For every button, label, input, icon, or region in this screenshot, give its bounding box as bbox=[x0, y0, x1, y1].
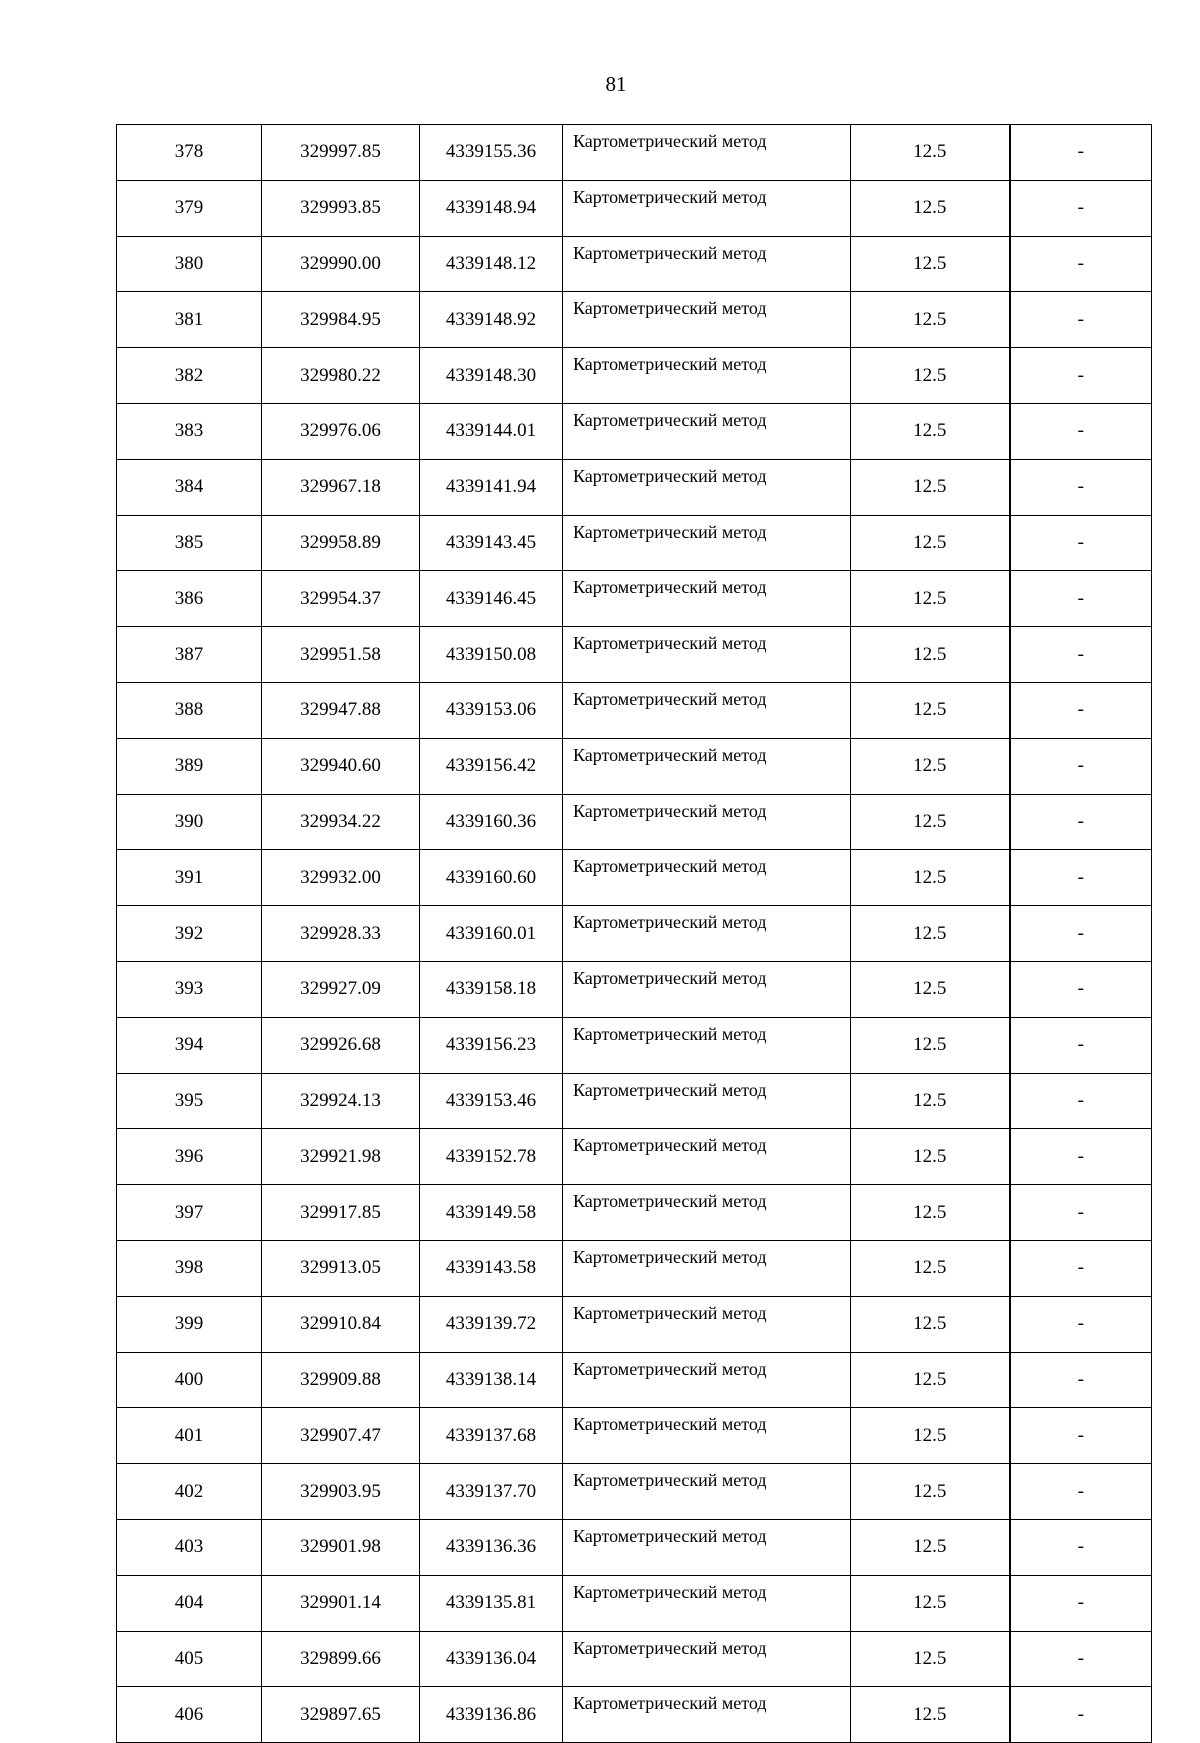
accuracy-cell: 12.5 bbox=[851, 1464, 1010, 1520]
y-coordinate-cell: 4339156.23 bbox=[420, 1017, 563, 1073]
y-coordinate-cell: 4339149.58 bbox=[420, 1185, 563, 1241]
point-number-cell: 400 bbox=[117, 1352, 262, 1408]
table-row bbox=[117, 1296, 1152, 1352]
x-coordinate-cell: 329932.00 bbox=[262, 850, 420, 906]
note-cell: - bbox=[1010, 1408, 1152, 1464]
y-coordinate-cell: 4339143.58 bbox=[420, 1240, 563, 1296]
table-row bbox=[117, 515, 1152, 571]
point-number-cell: 391 bbox=[117, 850, 262, 906]
method-cell: Картометрический метод bbox=[563, 1017, 851, 1073]
coordinates-table-body bbox=[117, 125, 1152, 1743]
note-cell: - bbox=[1010, 627, 1152, 683]
point-number-cell: 393 bbox=[117, 961, 262, 1017]
method-cell: Картометрический метод bbox=[563, 1352, 851, 1408]
page-number: 81 bbox=[605, 72, 627, 96]
point-number-cell: 404 bbox=[117, 1575, 262, 1631]
x-coordinate-cell: 329951.58 bbox=[262, 627, 420, 683]
note-cell: - bbox=[1010, 571, 1152, 627]
accuracy-cell: 12.5 bbox=[851, 1687, 1010, 1743]
point-number-cell: 378 bbox=[117, 125, 262, 181]
table-row bbox=[117, 1017, 1152, 1073]
x-coordinate-cell: 329924.13 bbox=[262, 1073, 420, 1129]
y-coordinate-cell: 4339148.94 bbox=[420, 180, 563, 236]
accuracy-cell: 12.5 bbox=[851, 348, 1010, 404]
accuracy-cell: 12.5 bbox=[851, 1352, 1010, 1408]
accuracy-cell: 12.5 bbox=[851, 794, 1010, 850]
x-coordinate-cell: 329901.98 bbox=[262, 1519, 420, 1575]
method-cell: Картометрический метод bbox=[563, 1575, 851, 1631]
accuracy-cell: 12.5 bbox=[851, 682, 1010, 738]
y-coordinate-cell: 4339136.86 bbox=[420, 1687, 563, 1743]
y-coordinate-cell: 4339160.60 bbox=[420, 850, 563, 906]
method-cell: Картометрический метод bbox=[563, 459, 851, 515]
table-row bbox=[117, 627, 1152, 683]
y-coordinate-cell: 4339152.78 bbox=[420, 1129, 563, 1185]
table-row bbox=[117, 850, 1152, 906]
method-cell: Картометрический метод bbox=[563, 738, 851, 794]
table-row bbox=[117, 1073, 1152, 1129]
point-number-cell: 392 bbox=[117, 906, 262, 962]
table-row bbox=[117, 1575, 1152, 1631]
table-row bbox=[117, 236, 1152, 292]
y-coordinate-cell: 4339148.12 bbox=[420, 236, 563, 292]
x-coordinate-cell: 329909.88 bbox=[262, 1352, 420, 1408]
x-coordinate-cell: 329928.33 bbox=[262, 906, 420, 962]
table-row bbox=[117, 1408, 1152, 1464]
point-number-cell: 381 bbox=[117, 292, 262, 348]
point-number-cell: 390 bbox=[117, 794, 262, 850]
method-cell: Картометрический метод bbox=[563, 1408, 851, 1464]
note-cell: - bbox=[1010, 515, 1152, 571]
point-number-cell: 388 bbox=[117, 682, 262, 738]
y-coordinate-cell: 4339143.45 bbox=[420, 515, 563, 571]
method-cell: Картометрический метод bbox=[563, 236, 851, 292]
table-row bbox=[117, 1687, 1152, 1743]
method-cell: Картометрический метод bbox=[563, 1129, 851, 1185]
method-cell: Картометрический метод bbox=[563, 348, 851, 404]
point-number-cell: 397 bbox=[117, 1185, 262, 1241]
y-coordinate-cell: 4339155.36 bbox=[420, 125, 563, 181]
accuracy-cell: 12.5 bbox=[851, 850, 1010, 906]
x-coordinate-cell: 329993.85 bbox=[262, 180, 420, 236]
table-row bbox=[117, 403, 1152, 459]
accuracy-cell: 12.5 bbox=[851, 627, 1010, 683]
accuracy-cell: 12.5 bbox=[851, 403, 1010, 459]
point-number-cell: 405 bbox=[117, 1631, 262, 1687]
y-coordinate-cell: 4339135.81 bbox=[420, 1575, 563, 1631]
method-cell: Картометрический метод bbox=[563, 961, 851, 1017]
method-cell: Картометрический метод bbox=[563, 627, 851, 683]
x-coordinate-cell: 329940.60 bbox=[262, 738, 420, 794]
note-cell: - bbox=[1010, 236, 1152, 292]
point-number-cell: 403 bbox=[117, 1519, 262, 1575]
method-cell: Картометрический метод bbox=[563, 1073, 851, 1129]
accuracy-cell: 12.5 bbox=[851, 906, 1010, 962]
point-number-cell: 394 bbox=[117, 1017, 262, 1073]
note-cell: - bbox=[1010, 459, 1152, 515]
x-coordinate-cell: 329927.09 bbox=[262, 961, 420, 1017]
table-row bbox=[117, 961, 1152, 1017]
table-row bbox=[117, 1185, 1152, 1241]
accuracy-cell: 12.5 bbox=[851, 1296, 1010, 1352]
note-cell: - bbox=[1010, 1073, 1152, 1129]
point-number-cell: 396 bbox=[117, 1129, 262, 1185]
accuracy-cell: 12.5 bbox=[851, 1240, 1010, 1296]
table-row bbox=[117, 794, 1152, 850]
note-cell: - bbox=[1010, 1687, 1152, 1743]
method-cell: Картометрический метод bbox=[563, 1631, 851, 1687]
point-number-cell: 398 bbox=[117, 1240, 262, 1296]
method-cell: Картометрический метод bbox=[563, 180, 851, 236]
x-coordinate-cell: 329947.88 bbox=[262, 682, 420, 738]
y-coordinate-cell: 4339136.36 bbox=[420, 1519, 563, 1575]
x-coordinate-cell: 329997.85 bbox=[262, 125, 420, 181]
coordinates-table bbox=[116, 124, 1152, 1743]
point-number-cell: 389 bbox=[117, 738, 262, 794]
y-coordinate-cell: 4339148.30 bbox=[420, 348, 563, 404]
x-coordinate-cell: 329903.95 bbox=[262, 1464, 420, 1520]
point-number-cell: 385 bbox=[117, 515, 262, 571]
table-row bbox=[117, 1129, 1152, 1185]
note-cell: - bbox=[1010, 794, 1152, 850]
accuracy-cell: 12.5 bbox=[851, 125, 1010, 181]
note-cell: - bbox=[1010, 850, 1152, 906]
table-row bbox=[117, 1464, 1152, 1520]
method-cell: Картометрический метод bbox=[563, 125, 851, 181]
point-number-cell: 383 bbox=[117, 403, 262, 459]
accuracy-cell: 12.5 bbox=[851, 1408, 1010, 1464]
accuracy-cell: 12.5 bbox=[851, 738, 1010, 794]
point-number-cell: 386 bbox=[117, 571, 262, 627]
x-coordinate-cell: 329984.95 bbox=[262, 292, 420, 348]
x-coordinate-cell: 329901.14 bbox=[262, 1575, 420, 1631]
method-cell: Картометрический метод bbox=[563, 850, 851, 906]
x-coordinate-cell: 329976.06 bbox=[262, 403, 420, 459]
y-coordinate-cell: 4339141.94 bbox=[420, 459, 563, 515]
accuracy-cell: 12.5 bbox=[851, 459, 1010, 515]
method-cell: Картометрический метод bbox=[563, 906, 851, 962]
note-cell: - bbox=[1010, 1631, 1152, 1687]
accuracy-cell: 12.5 bbox=[851, 1073, 1010, 1129]
x-coordinate-cell: 329913.05 bbox=[262, 1240, 420, 1296]
y-coordinate-cell: 4339137.70 bbox=[420, 1464, 563, 1520]
y-coordinate-cell: 4339160.01 bbox=[420, 906, 563, 962]
method-cell: Картометрический метод bbox=[563, 515, 851, 571]
note-cell: - bbox=[1010, 1185, 1152, 1241]
note-cell: - bbox=[1010, 1519, 1152, 1575]
x-coordinate-cell: 329899.66 bbox=[262, 1631, 420, 1687]
point-number-cell: 384 bbox=[117, 459, 262, 515]
accuracy-cell: 12.5 bbox=[851, 1129, 1010, 1185]
accuracy-cell: 12.5 bbox=[851, 1017, 1010, 1073]
table-row bbox=[117, 1240, 1152, 1296]
method-cell: Картометрический метод bbox=[563, 1687, 851, 1743]
table-row bbox=[117, 738, 1152, 794]
y-coordinate-cell: 4339136.04 bbox=[420, 1631, 563, 1687]
x-coordinate-cell: 329910.84 bbox=[262, 1296, 420, 1352]
x-coordinate-cell: 329897.65 bbox=[262, 1687, 420, 1743]
y-coordinate-cell: 4339156.42 bbox=[420, 738, 563, 794]
method-cell: Картометрический метод bbox=[563, 1296, 851, 1352]
accuracy-cell: 12.5 bbox=[851, 961, 1010, 1017]
note-cell: - bbox=[1010, 682, 1152, 738]
point-number-cell: 387 bbox=[117, 627, 262, 683]
note-cell: - bbox=[1010, 961, 1152, 1017]
x-coordinate-cell: 329954.37 bbox=[262, 571, 420, 627]
note-cell: - bbox=[1010, 180, 1152, 236]
table-row bbox=[117, 906, 1152, 962]
point-number-cell: 401 bbox=[117, 1408, 262, 1464]
point-number-cell: 402 bbox=[117, 1464, 262, 1520]
accuracy-cell: 12.5 bbox=[851, 1575, 1010, 1631]
y-coordinate-cell: 4339150.08 bbox=[420, 627, 563, 683]
note-cell: - bbox=[1010, 1575, 1152, 1631]
y-coordinate-cell: 4339139.72 bbox=[420, 1296, 563, 1352]
accuracy-cell: 12.5 bbox=[851, 515, 1010, 571]
table-row bbox=[117, 125, 1152, 181]
point-number-cell: 395 bbox=[117, 1073, 262, 1129]
y-coordinate-cell: 4339158.18 bbox=[420, 961, 563, 1017]
table-row bbox=[117, 1631, 1152, 1687]
y-coordinate-cell: 4339138.14 bbox=[420, 1352, 563, 1408]
method-cell: Картометрический метод bbox=[563, 1240, 851, 1296]
note-cell: - bbox=[1010, 1464, 1152, 1520]
accuracy-cell: 12.5 bbox=[851, 571, 1010, 627]
note-cell: - bbox=[1010, 292, 1152, 348]
note-cell: - bbox=[1010, 403, 1152, 459]
y-coordinate-cell: 4339146.45 bbox=[420, 571, 563, 627]
table-row bbox=[117, 292, 1152, 348]
method-cell: Картометрический метод bbox=[563, 403, 851, 459]
y-coordinate-cell: 4339144.01 bbox=[420, 403, 563, 459]
method-cell: Картометрический метод bbox=[563, 571, 851, 627]
note-cell: - bbox=[1010, 738, 1152, 794]
accuracy-cell: 12.5 bbox=[851, 180, 1010, 236]
point-number-cell: 382 bbox=[117, 348, 262, 404]
x-coordinate-cell: 329917.85 bbox=[262, 1185, 420, 1241]
table-row bbox=[117, 571, 1152, 627]
point-number-cell: 380 bbox=[117, 236, 262, 292]
y-coordinate-cell: 4339153.06 bbox=[420, 682, 563, 738]
x-coordinate-cell: 329934.22 bbox=[262, 794, 420, 850]
accuracy-cell: 12.5 bbox=[851, 1631, 1010, 1687]
method-cell: Картометрический метод bbox=[563, 1519, 851, 1575]
table-row bbox=[117, 682, 1152, 738]
x-coordinate-cell: 329907.47 bbox=[262, 1408, 420, 1464]
accuracy-cell: 12.5 bbox=[851, 1519, 1010, 1575]
note-cell: - bbox=[1010, 348, 1152, 404]
method-cell: Картометрический метод bbox=[563, 794, 851, 850]
accuracy-cell: 12.5 bbox=[851, 236, 1010, 292]
method-cell: Картометрический метод bbox=[563, 682, 851, 738]
table-row bbox=[117, 1519, 1152, 1575]
note-cell: - bbox=[1010, 1129, 1152, 1185]
table-row bbox=[117, 180, 1152, 236]
table-row bbox=[117, 1352, 1152, 1408]
x-coordinate-cell: 329958.89 bbox=[262, 515, 420, 571]
method-cell: Картометрический метод bbox=[563, 1464, 851, 1520]
y-coordinate-cell: 4339160.36 bbox=[420, 794, 563, 850]
table-row bbox=[117, 459, 1152, 515]
x-coordinate-cell: 329921.98 bbox=[262, 1129, 420, 1185]
note-cell: - bbox=[1010, 1352, 1152, 1408]
y-coordinate-cell: 4339153.46 bbox=[420, 1073, 563, 1129]
note-cell: - bbox=[1010, 125, 1152, 181]
point-number-cell: 399 bbox=[117, 1296, 262, 1352]
method-cell: Картометрический метод bbox=[563, 1185, 851, 1241]
point-number-cell: 379 bbox=[117, 180, 262, 236]
x-coordinate-cell: 329926.68 bbox=[262, 1017, 420, 1073]
accuracy-cell: 12.5 bbox=[851, 292, 1010, 348]
y-coordinate-cell: 4339148.92 bbox=[420, 292, 563, 348]
x-coordinate-cell: 329967.18 bbox=[262, 459, 420, 515]
table-row bbox=[117, 348, 1152, 404]
note-cell: - bbox=[1010, 906, 1152, 962]
accuracy-cell: 12.5 bbox=[851, 1185, 1010, 1241]
x-coordinate-cell: 329990.00 bbox=[262, 236, 420, 292]
note-cell: - bbox=[1010, 1296, 1152, 1352]
point-number-cell: 406 bbox=[117, 1687, 262, 1743]
x-coordinate-cell: 329980.22 bbox=[262, 348, 420, 404]
method-cell: Картометрический метод bbox=[563, 292, 851, 348]
y-coordinate-cell: 4339137.68 bbox=[420, 1408, 563, 1464]
note-cell: - bbox=[1010, 1240, 1152, 1296]
note-cell: - bbox=[1010, 1017, 1152, 1073]
